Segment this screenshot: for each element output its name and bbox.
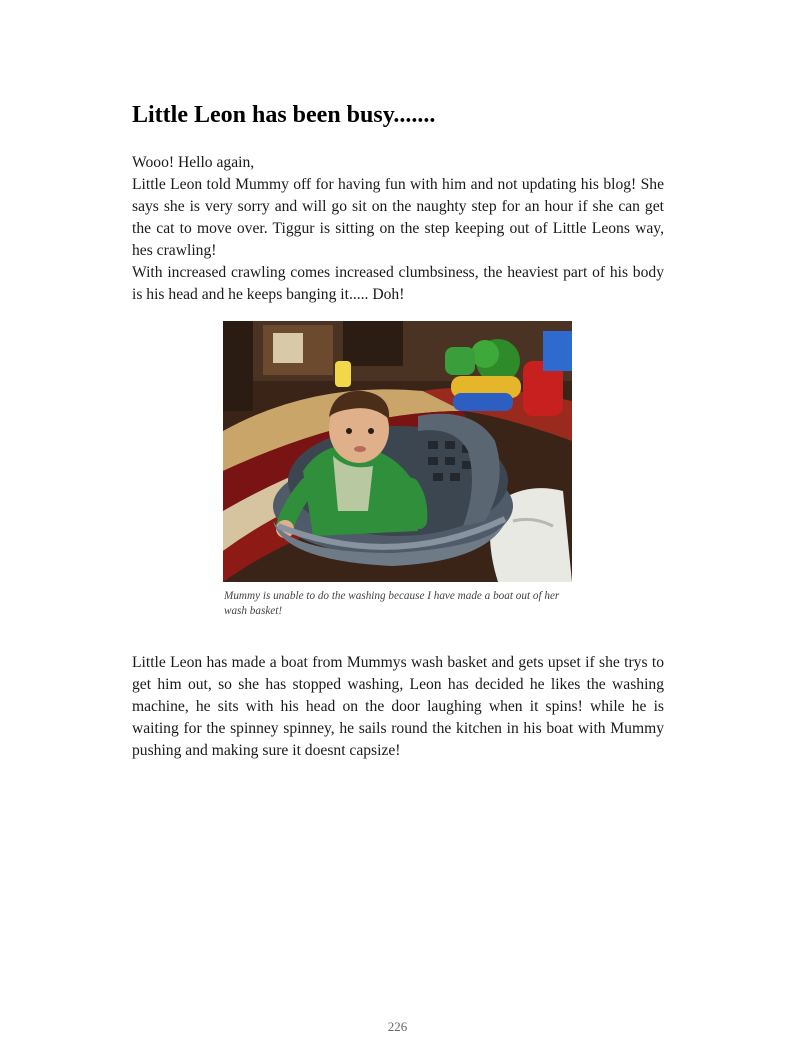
story-paragraph: Little Leon has made a boat from Mummys wash basket and gets upset if she trys to get him out, so she has stopped washing, Leon has decided he likes the washing machine, he sits with his head on the door laughing when it spins! while he is waiting for the spinney spinney, he sails round the kitchen in his boat with Mummy pushing and making sure it doesnt capsize! bbox=[132, 654, 664, 759]
intro-paragraph: Wooo! Hello again, bbox=[132, 154, 255, 171]
photo-caption: Mummy is unable to do the washing because I have made a boat out of her wash basket! bbox=[224, 590, 560, 617]
page-title: Little Leon has been busy....... bbox=[132, 102, 436, 128]
intro-paragraph: With increased crawling comes increased clumbsiness, the heaviest part of his body is his head and he keeps banging it..... Doh! bbox=[132, 264, 664, 303]
intro-paragraph: Little Leon told Mummy off for having fun with him and not updating his blog! She says she is very sorry and will go sit on the naughty step for an hour if she can get the cat to move over. Tiggur is sitting on the step keeping out of Little Leons way, hes crawling! bbox=[132, 176, 664, 259]
story-text bbox=[132, 652, 664, 762]
photo-illustration bbox=[223, 321, 572, 582]
intro-text bbox=[132, 152, 664, 306]
page-number: 226 bbox=[387, 1019, 408, 1034]
baby-in-basket-photo bbox=[223, 321, 572, 582]
